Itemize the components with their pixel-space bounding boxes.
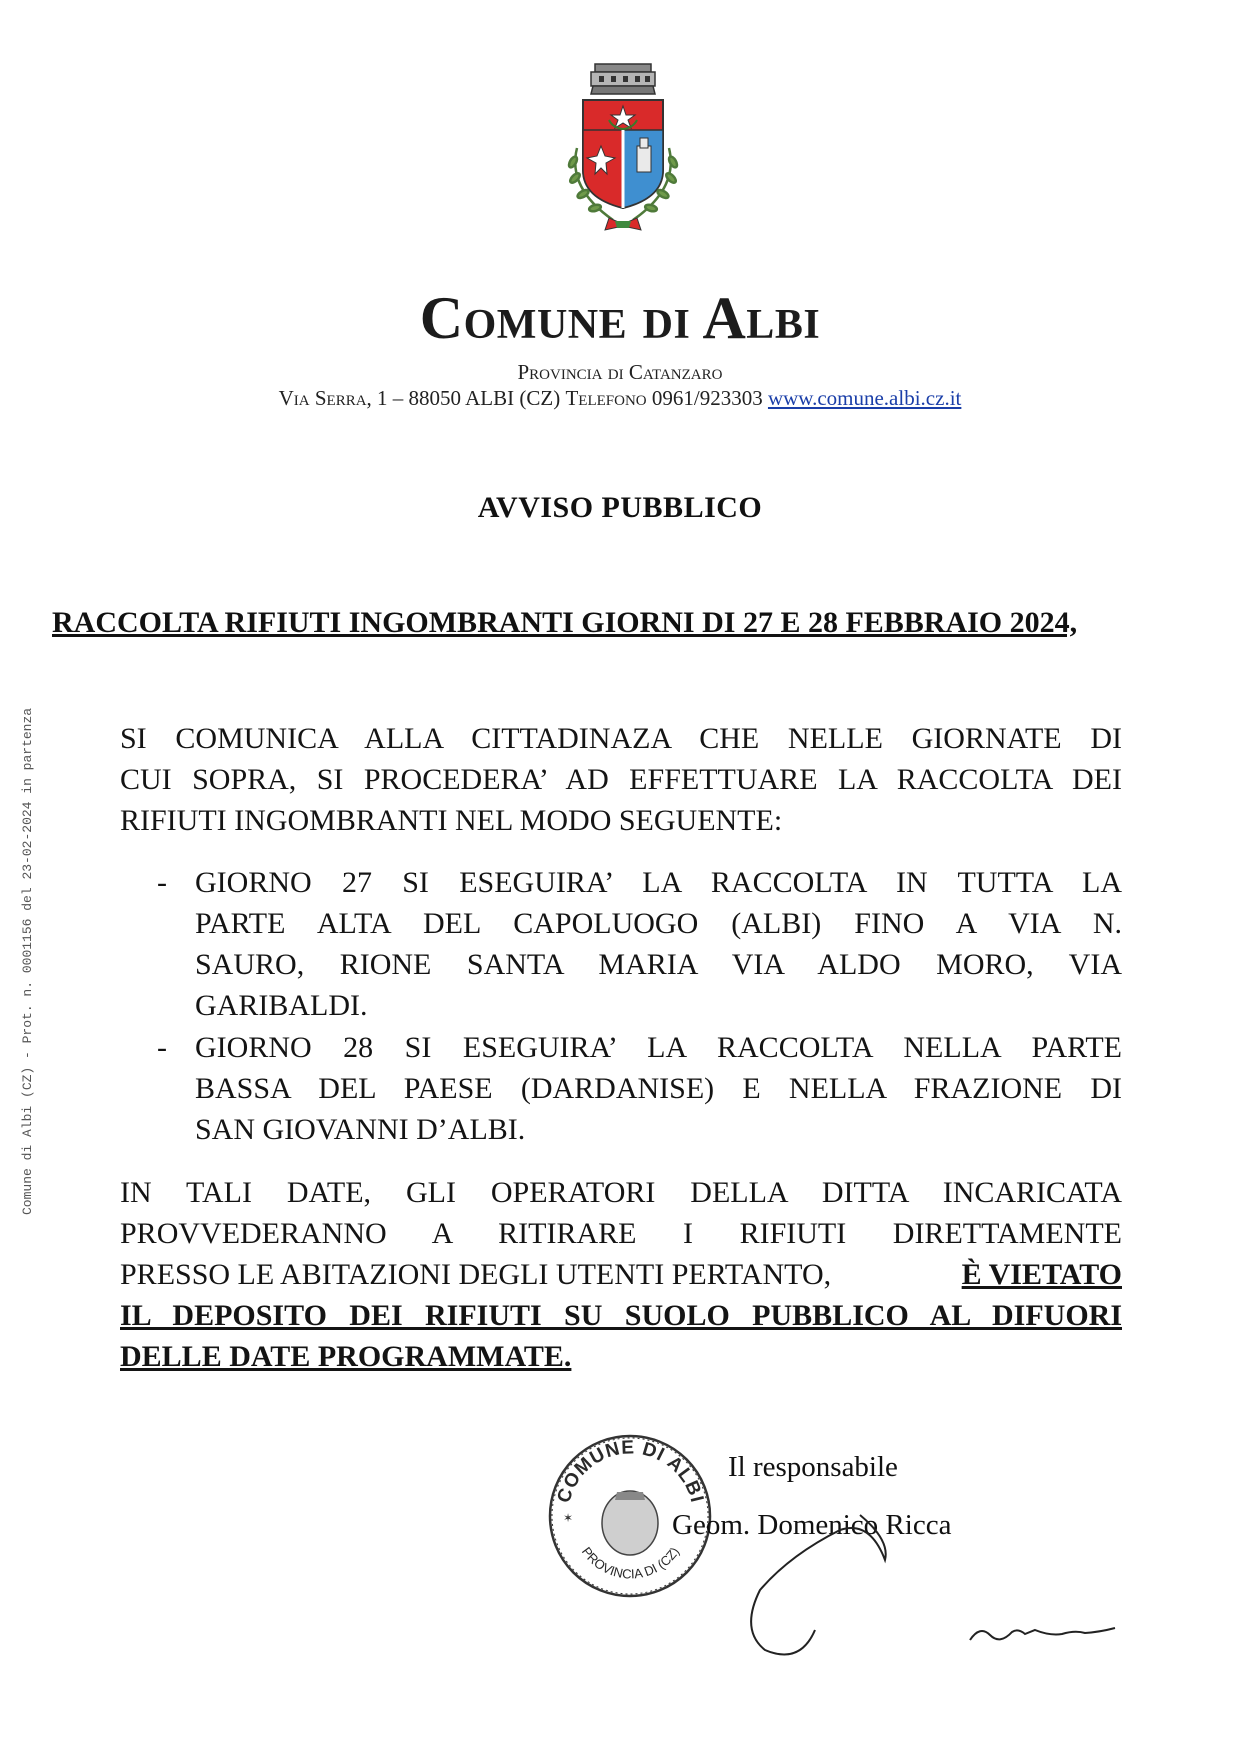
website-link[interactable]: www.comune.albi.cz.it	[767, 386, 962, 410]
closing-line: IN TALI DATE, GLI OPERATORI DELLA DITTA INCARICATA	[120, 1176, 1122, 1209]
protocol-stamp: Comune di Albi (CZ) - Prot. n. 0001156 del 23-02-2024 in partenza	[20, 707, 35, 1215]
handwritten-signature-icon	[690, 1500, 1140, 1670]
list-item-line: BASSA DEL PAESE (DARDANISE) E NELLA FRAZIONE DI	[195, 1072, 1122, 1105]
signatory-name: Geom. Domenico Ricca	[672, 1509, 952, 1541]
address-line	[0, 386, 1240, 411]
list-item-line: GIORNO 27 SI ESEGUIRA’ LA RACCOLTA IN TUTTA LA	[195, 866, 1122, 899]
prohibition-line: DELLE DATE PROGRAMMATE.	[120, 1340, 572, 1373]
closing-line	[120, 1258, 1122, 1292]
phone-number: Telefono 0961/923303	[565, 386, 763, 410]
list-item-line: GARIBALDI.	[195, 989, 368, 1022]
svg-text:✶: ✶	[563, 1511, 574, 1525]
intro-line: RIFIUTI INGOMBRANTI NEL MODO SEGUENTE:	[120, 804, 783, 837]
page-title: Comune di Albi	[419, 285, 821, 351]
coat-of-arms-icon	[557, 58, 689, 238]
prohibition-line: IL DEPOSITO DEI RIFIUTI SU SUOLO PUBBLICO AL DIFUORI	[120, 1299, 1122, 1332]
prohibition-text: È VIETATO	[961, 1258, 1122, 1291]
list-item-line: GIORNO 28 SI ESEGUIRA’ LA RACCOLTA NELLA PARTE	[195, 1031, 1122, 1064]
list-dash: -	[157, 1031, 167, 1064]
seal-bottom-text: PROVINCIA DI (CZ)	[578, 1544, 683, 1582]
intro-line: CUI SOPRA, SI PROCEDERA’ AD EFFETTUARE LA RACCOLTA DEI	[120, 763, 1122, 796]
closing-line: PROVVEDERANNO A RITIRARE I RIFIUTI DIRETTAMENTE	[120, 1217, 1122, 1250]
closing-text: PRESSO LE ABITAZIONI DEGLI UTENTI PERTANTO,	[120, 1258, 832, 1291]
province-line: Provincia di Catanzaro	[517, 360, 723, 384]
seal-text: COMUNE DI ALBI	[553, 1437, 708, 1506]
notice-title: AVVISO PUBBLICO	[477, 491, 763, 524]
list-item-line: PARTE ALTA DEL CAPOLUOGO (ALBI) FINO A VIA N.	[195, 907, 1122, 940]
signatory-role: Il responsabile	[728, 1451, 898, 1483]
notice-subject: RACCOLTA RIFIUTI INGOMBRANTI GIORNI DI 27 E 28 FEBBRAIO 2024,	[52, 606, 1078, 639]
street-address: Via Serra, 1 – 88050 ALBI (CZ)	[278, 386, 561, 410]
list-item-line: SAURO, RIONE SANTA MARIA VIA ALDO MORO, VIA	[195, 948, 1122, 981]
list-dash: -	[157, 866, 167, 899]
intro-line: SI COMUNICA ALLA CITTADINAZA CHE NELLE GIORNATE DI	[120, 722, 1122, 755]
list-item-line: SAN GIOVANNI D’ALBI.	[195, 1113, 526, 1146]
